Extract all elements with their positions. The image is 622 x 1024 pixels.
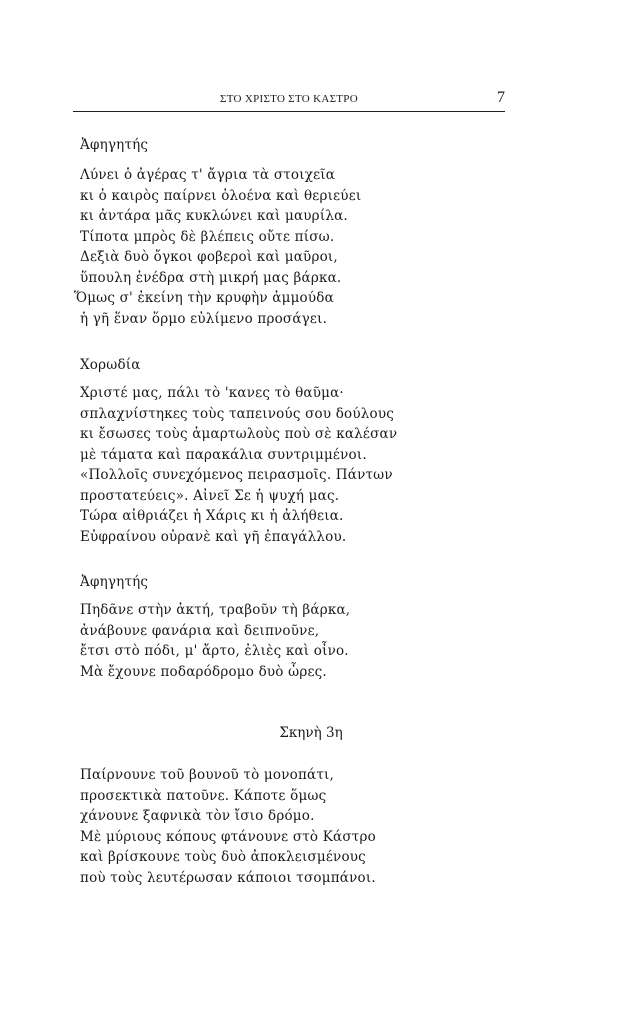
speaker-label: Ἀφηγητής [80, 137, 149, 153]
speaker-label: Ἀφηγητής [80, 574, 149, 590]
verse-line: σπλαχνίστηκες τοὺς ταπεινούς σου δούλους [80, 405, 395, 422]
speaker-label: Χορωδία [80, 357, 141, 373]
verse-line: προστατεύεις». Αἰνεῖ Σε ἡ ψυχή μας. [80, 487, 340, 504]
verse-line: μὲ τάματα καὶ παρακάλια συντριμμένοι. [80, 446, 367, 463]
verse-line: Μὰ ἔχουνε ποδαρόδρομο δυὸ ὧρες. [80, 663, 327, 680]
verse-line: Τώρα αἰθριάζει ἡ Χάρις κι ἡ ἀλήθεια. [80, 508, 344, 524]
stanza [80, 765, 376, 888]
verse-line: κι ἔσωσες τοὺς ἁμαρτωλοὺς ποὺ σὲ καλέσαν [80, 426, 398, 442]
running-title: ΣΤΟ ΧΡΙΣΤΟ ΣΤΟ ΚΑΣΤΡΟ [220, 93, 358, 105]
verse-line: ἔτσι στὸ πόδι, μ' ἄρτο, ἐλιὲς καὶ οἶνο. [80, 643, 349, 659]
stanza [80, 383, 397, 547]
verse-line: ἀνάβουνε φανάρια καὶ δειπνοῦνε, [80, 622, 320, 639]
verse-line: Παίρνουνε τοῦ βουνοῦ τὸ μονοπάτι, [80, 767, 334, 783]
verse-line: Τίποτα μπρὸς δὲ βλέπεις οὔτε πίσω. [80, 228, 335, 245]
verse-line: Πηδᾶνε στὴν ἀκτή, τραβοῦν τὴ βάρκα, [80, 602, 351, 618]
verse-line: Δεξιὰ δυὸ ὄγκοι φοβεροὶ καὶ μαῦροι, [80, 249, 338, 265]
verse-line: προσεκτικὰ πατοῦνε. Κάποτε ὅμως [80, 787, 327, 804]
scene-title: Σκηνὴ 3η [279, 725, 343, 741]
verse-line: Λύνει ὁ ἀγέρας τ' ἄγρια τὰ στοιχεῖα [80, 167, 336, 183]
stanza [74, 165, 362, 329]
verse-line: Χριστέ μας, πάλι τὸ 'κανες τὸ θαῦμα· [80, 385, 344, 401]
verse-line: ὕπουλη ἐνέδρα στὴ μικρή μας βάρκα. [80, 269, 342, 286]
verse-line: κι ὁ καιρὸς παίρνει ὁλοένα καὶ θεριεύει [80, 187, 362, 204]
verse-line: ποὺ τοὺς λευτέρωσαν κάποιοι τσομπάνοι. [80, 869, 376, 886]
header-rule [73, 111, 505, 112]
verse-line: κι ἀντάρα μᾶς κυκλώνει καὶ μαυρίλα. [80, 208, 348, 224]
stanza [80, 600, 350, 682]
verse-line: ἡ γῆ ἕναν ὅρμο εὐλίμενο προσάγει. [80, 310, 328, 327]
verse-line: καὶ βρίσκουνε τοὺς δυὸ ἀποκλεισμένους [80, 849, 366, 865]
verse-line: Μὲ μύριους κόπους φτάνουνε στὸ Κάστρο [80, 828, 376, 845]
verse-line: «Πολλοῖς συνεχόμενος πειρασμοῖς. Πάντων [80, 467, 393, 483]
page-number: 7 [497, 89, 505, 106]
verse-line: Ὅμως σ' ἐκείνη τὴν κρυφὴν ἀμμούδα [74, 290, 334, 306]
verse-line: Εὐφραίνου οὐρανὲ καὶ γῆ ἐπαγάλλου. [80, 528, 347, 545]
verse-line: χάνουνε ξαφνικὰ τὸν ἴσιο δρόμο. [80, 808, 315, 824]
running-header [73, 90, 505, 112]
